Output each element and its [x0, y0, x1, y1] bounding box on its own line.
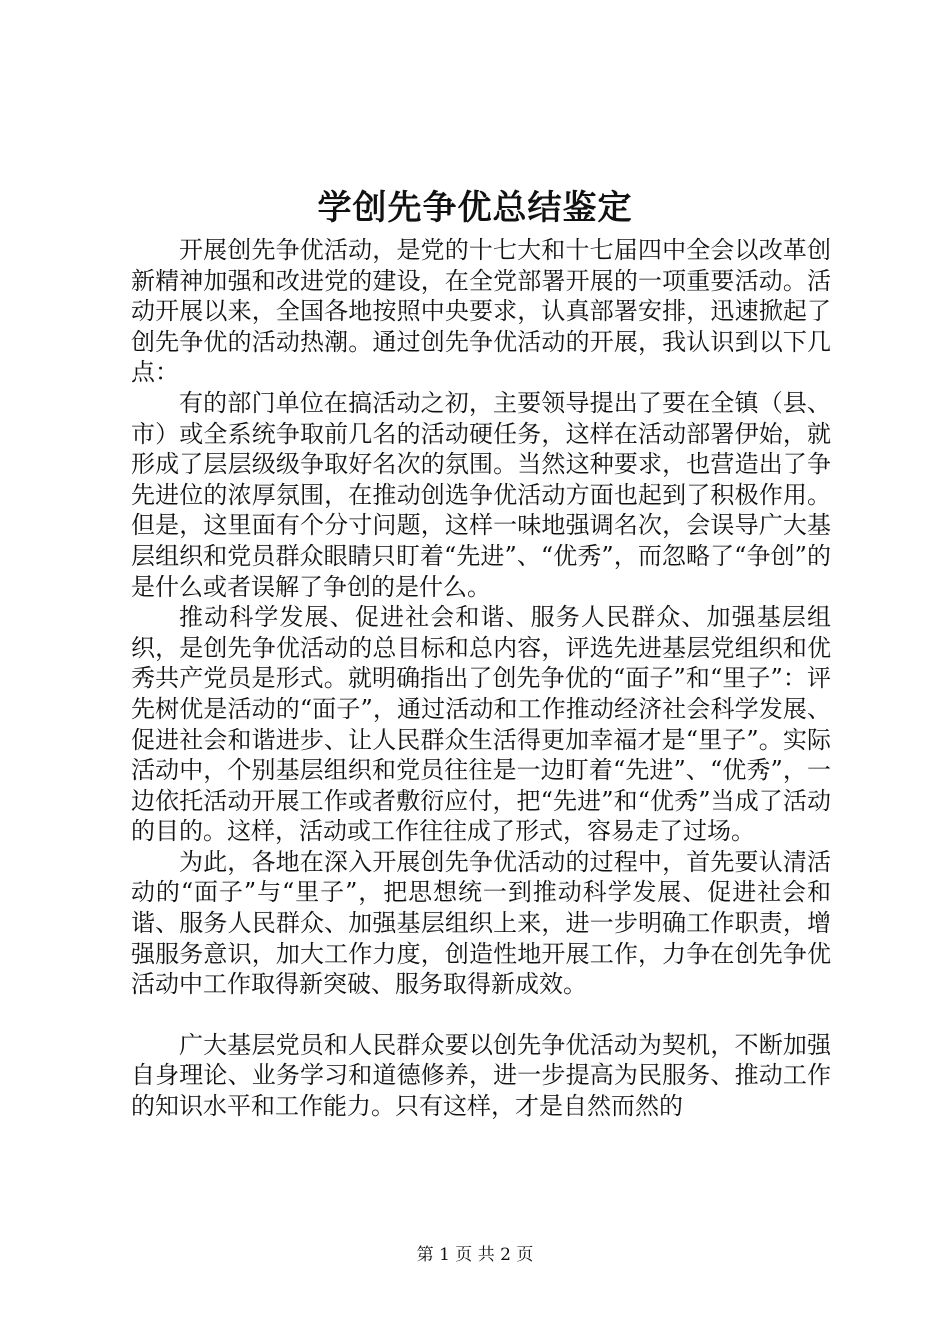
paragraph-intro: 开展创先争优活动，是党的十七大和十七届四中全会以改革创新精神加强和改进党的建设，在全党部署开展的一项重要活动。活动开展以来，全国各地按照中央要求，认真部署安排，迅速掀起了创先争优的活动热潮。通过创先争优活动的开展，我认识到以下几点： [131, 236, 831, 387]
paragraph-ranking: 有的部门单位在搞活动之初，主要领导提出了要在全镇（县、市）或全系统争取前几名的活动硬任务，这样在活动部署伊始，就形成了层层级级争取好名次的氛围。当然这种要求，也营造出了争先进位的浓厚氛围，在推动创选争优活动方面也起到了积极作用。但是，这里面有个分寸问题，这样一味地强调名次，会误导广大基层组织和党员群众眼睛只盯着“先进”、“优秀”，而忽略了“争创”的是什么或者误解了争创的是什么。 [131, 388, 831, 601]
document-title: 学创先争优总结鉴定 [317, 188, 633, 228]
page-number-footer: 第 1 页 共 2 页 [416, 1245, 534, 1265]
paragraph-goals: 推动科学发展、促进社会和谐、服务人民群众、加强基层组织，是创先争优活动的总目标和总内容，评选先进基层党组织和优秀共产党员是形式。就明确指出了创先争优的“面子”和“里子”：评先树优是活动的“面子”，通过活动和工作推动经济社会科学发展、促进社会和谐进步、让人民群众生活得更加幸福才是“里子”。实际活动中，个别基层组织和党员往往是一边盯着“先进”、“优秀”，一边依托活动开展工作或者敷衍应付，把“先进”和“优秀”当成了活动的目的。这样，活动或工作往往成了形式，容易走了过场。 [131, 603, 831, 846]
paragraph-members: 广大基层党员和人民群众要以创先争优活动为契机，不断加强自身理论、业务学习和道德修养，进一步提高为民服务、推动工作的知识水平和工作能力。只有这样，才是自然而然的 [131, 1030, 831, 1121]
document-body [131, 235, 831, 1122]
paragraph-measures: 为此，各地在深入开展创先争优活动的过程中，首先要认清活动的“面子”与“里子”，把思想统一到推动科学发展、促进社会和谐、服务人民群众、加强基层组织上来，进一步明确工作职责，增强服务意识，加大工作力度，创造性地开展工作，力争在创先争优活动中工作取得新突破、服务取得新成效。 [131, 847, 831, 999]
